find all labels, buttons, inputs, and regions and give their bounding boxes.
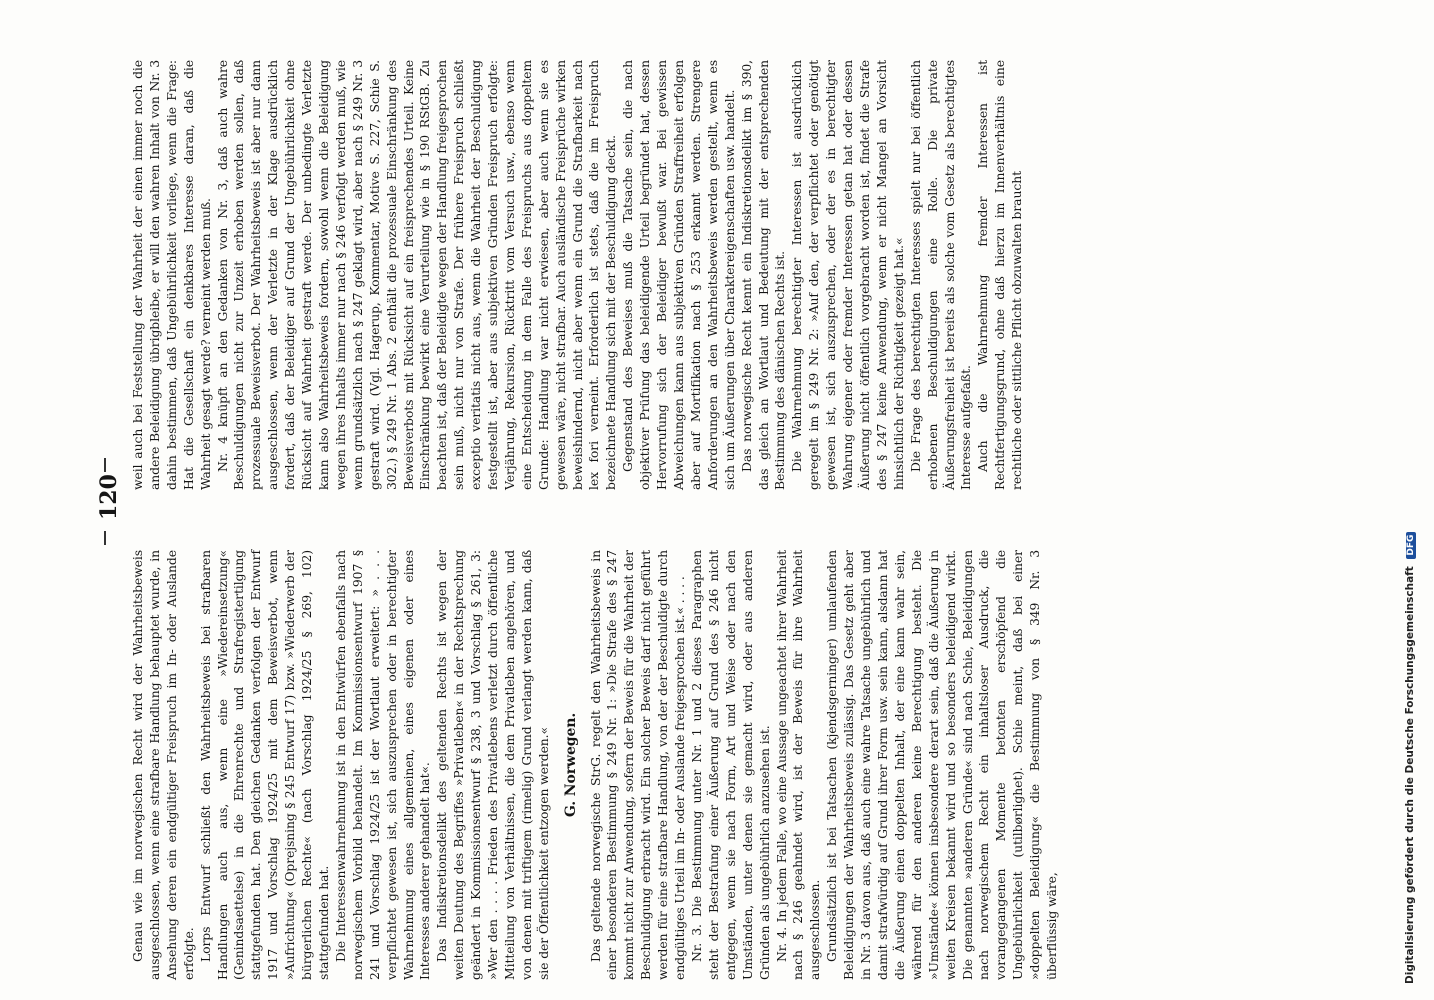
text-column-left [130, 550, 1061, 980]
paragraph: Die Wahrnehmung berechtigter Interessen ist ausdrücklich geregelt im § 249 Nr. 2: »Auf den, der verpflichtet oder genötigt gewesen ist, sich auszusprechen, oder der es in berechtigter Wahrung eigener oder fremder Interessen getan hat oder dessen Äußerung nicht öffentlich vorgebracht worden ist, findet die Strafe des § 247 keine Anwendung, wenn er nicht Mangel an Vorsicht hinsichtlich der Richtigkeit gezeigt hat.« [789, 60, 906, 490]
page-number-dash-left [104, 531, 106, 545]
section-heading: G. Norwegen. [562, 712, 579, 818]
dfg-logo: DFG [1406, 532, 1416, 559]
paragraph: Die Interessenwahrnehmung ist in den Entwürfen ebenfalls nach norwegischem Vorbild behandelt. Im Kommissionsentwurf 1907 § 241 und Vorschlag 1924/25 ist der Wortlaut erweitert: » . . . verpflichtet gewesen ist, sich auszusprechen oder in berechtigter Wahrnehmung eines allgemeinen, eines eigenen oder eines Interesses anderer gehandelt hat«. [332, 550, 433, 980]
paragraph: weil auch bei Feststellung der Wahrheit der einen immer noch die andere Beleidigung übrigbleibe, er will den wahren Inhalt von Nr. 3 dahin bestimmen, daß Ungebührlichkeit vorliege, wenn die Frage: Hat die Gesellschaft ein denkbares Interesse daran, daß die Wahrheit gesagt werde? verneint werden muß. [130, 60, 213, 490]
page-number-dash-right [104, 458, 106, 472]
paragraph: Auch die Wahrnehmung fremder Interessen ist Rechtfertigungsgrund, ohne daß hierzu im Innenverhältnis eine rechtliche oder sittliche Pflicht obzuwalten braucht [975, 60, 1025, 490]
paragraph: Das norwegische Recht kennt ein Indiskretionsdelikt im § 390, das gleich an Wortlaut und Bedeutung mit der entsprechenden Bestimmung des dänischen Rechts ist. [738, 60, 788, 490]
digitization-footer [1404, 532, 1416, 984]
paragraph: Das geltende norwegische StrG. regelt den Wahrheitsbeweis in einer besonderen Bestimmung § 249 Nr. 1: »Die Strafe des § 247 kommt nicht zur Anwendung, sofern der Beweis für die Wahrheit der Beschuldigung erbracht wird. Ein solcher Beweis darf nicht geführt werden für eine strafbare Handlung, von der der Beschuldigte durch endgültiges Urteil im In- oder Auslande freigesprochen ist.« . . . . [587, 550, 688, 980]
paragraph: Die Frage des berechtigten Interesses spielt nur bei öffentlich erhobenen Beschuldigungen eine Rolle. Die private Äußerungsfreiheit ist bereits als solche vom Gesetz als berechtigtes Interesse aufgefaßt. [907, 60, 974, 490]
page-number: 120 [96, 474, 122, 520]
paragraph: Lorps Entwurf schließt den Wahrheitsbeweis bei strafbaren Handlungen auch aus, wenn eine »Wiedereinsetzung« (Genindsaettelse) in die Ehrenrechte und Strafregistertilgung stattgefunden hat. Den gleichen Gedanken verfolgen der Entwurf 1917 und Vorschlag 1924/25 mit dem Beweisverbot, wenn »Aufrichtung« (Oprejsning § 245 Entwurf 17) bzw. »Wiederwerb der bürgerlichen Rechte« (nach Vorschlag 1924/25 § 269, 102) stattgefunden hat. [197, 550, 331, 980]
paragraph: Gegenstand des Beweises muß die Tatsache sein, die nach objektiver Prüfung das beleidigende Urteil begründet hat, dessen Hervorrufung sich der Beleidiger bewußt war. Bei gewissen Abweichungen kann aus subjektiven Gründen Straffreiheit erfolgen aber auf Mortifikation nach § 253 erkannt werden. Strengere Anforderungen an den Wahrheitsbeweis werden gestellt, wenn es sich um Äußerungen über Charaktereigenschaften usw. handelt. [620, 60, 737, 490]
footer-text: Digitalisierung gefördert durch die Deutsche Forschungsgemeinschaft [1404, 566, 1416, 984]
paragraph: Nr. 3. Die Bestimmung unter Nr. 1 und 2 dieses Paragraphen steht der Bestrafung einer Äußerung auf Grund des § 246 nicht entgegen, wenn sie nach Form, Art und Weise oder nach den Umständen, unter denen sie gemacht wird, oder aus anderen Gründen als ungebührlich anzusehen ist. [689, 550, 772, 980]
paragraph: Grundsätzlich ist bei Tatsachen (kjendsgerninger) umlaufenden Beleidigungen der Wahrheitsbeweis zulässig. Das Gesetz geht aber in Nr. 3 davon aus, daß auch eine wahre Tatsache ungebührlich und damit strafwürdig auf Grund ihrer Form usw. sein kann, alsdann hat die Äußerung einen doppelten Inhalt, der eine kann wahr sein, während für den anderen keine Berechtigung besteht. Die »Umstände« können insbesondere derart sein, daß die Äußerung in weiten Kreisen bekannt wird und so besonders beleidigend wirkt. Die genannten »anderen Gründe« sind nach Schie, Beleidigungen nach norwegischem Recht ein inhaltsloser Ausdruck, die vorangegangenen Momente betonten erschöpfend die Ungebührlichkeit (utilbørlighet). Schie meint, daß bei einer »doppelten Beleidigung« die Bestimmung von § 349 Nr. 3 überflüssig wäre, [824, 550, 1060, 980]
paragraph: Nr. 4. In jedem Falle, wo eine Aussage ungeachtet ihrer Wahrheit nach § 246 geahndet wird, ist der Beweis für ihre Wahrheit ausgeschlossen. [773, 550, 823, 980]
text-column-right [130, 60, 1026, 490]
paragraph: Genau wie im norwegischen Recht wird der Wahrheitsbeweis ausgeschlossen, wenn eine strafbare Handlung behauptet wurde, in Ansehung deren ein endgültiger Freispruch im In- oder Auslande erfolgte. [130, 550, 196, 980]
paragraph: Das Indiskretionsdelikt des geltenden Rechts ist wegen der weiten Deutung des Begriffes »Privatleben« in der Rechtsprechung geändert in Kommissionsentwurf § 238, 3 und Vorschlag § 261, 3: »Wer den . . . . Frieden des Privatlebens verletzt durch öffentliche Mitteilung von Verhältnissen, die dem Privatleben angehören, und von denen mit triftigem (rimelig) Grund verlangt werden kann, daß sie der Öffentlichkeit entzogen werden.« [434, 550, 551, 980]
paragraph: Nr. 4 knüpft an den Gedanken von Nr. 3, daß auch wahre Beschuldigungen nicht zur Unzeit erhoben werden sollen, daß prozessuale Beweisverbot. Der Wahrheitsbeweis ist aber nur dann ausgeschlossen, wenn der Verletzte in der Klage ausdrücklich fordert, daß der Beleidiger auf Grund der Ungebührlichkeit ohne Rücksicht auf Wahrheit gestraft werde. Der unbedingte Verletzte kann also Wahrheitsbeweis fordern, sowohl wenn die Beleidigung wegen ihres Inhalts immer nur nach § 246 verfolgt werden muß, wie wenn grundsätzlich nach § 247 geklagt wird, aber nach § 249 Nr. 3 gestraft wird. (Vgl. Hagerup, Kommentar, Motive S. 227, Schie S. 302.) § 249 Nr. 1 Abs. 2 enthält die prozessuale Einschränkung des Beweisverbots mit Rücksicht auf ein freisprechendes Urteil. Keine Einschränkung bewirkt eine Verurteilung wie in § 190 RStGB. Zu beachten ist, daß der Beleidigte wegen der Handlung freigesprochen sein muß, nicht nur von Strafe. Der frühere Freispruch schließt exceptio veritatis nicht aus, wenn die Wahrheit der Beschuldigung festgestellt ist, aber aus subjektiven Gründen Freispruch erfolgte: Verjährung, Rekursion, Rücktritt vom Versuch usw., ebenso wenn eine Entscheidung in dem Falle des Freispruchs aus doppeltem Grunde: Handlung war nicht erwiesen, aber auch wenn sie es gewesen wäre, nicht strafbar. Auch ausländische Freisprüche wirken beweishindernd, nicht aber wenn ein Grund die Strafbarkeit nach lex fori verneint. Erforderlich ist stets, daß die im Freispruch bezeichnete Handlung sich mit der Beschuldigung deckt. [214, 60, 619, 490]
